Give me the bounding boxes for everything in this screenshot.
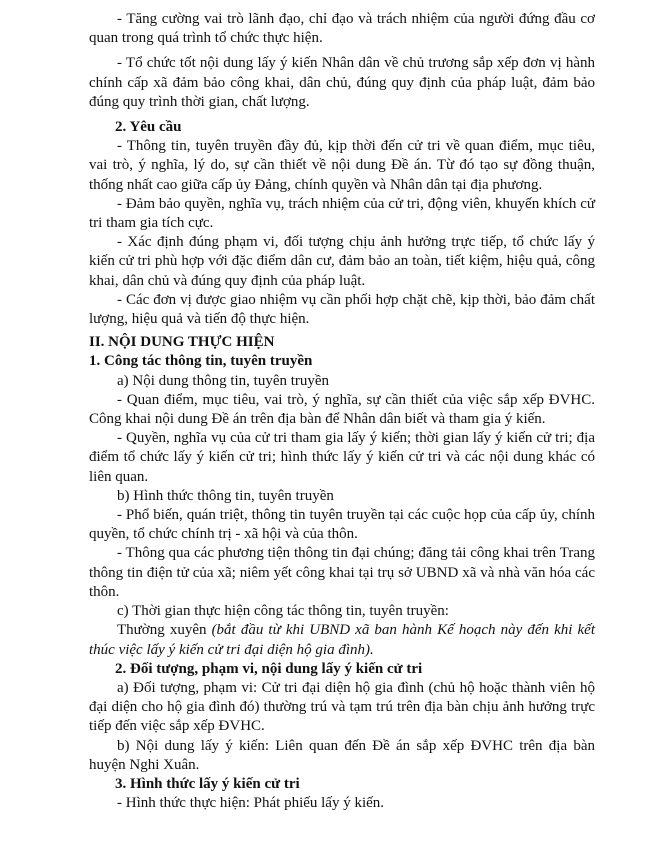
heading-requirements: 2. Yêu cầu (115, 119, 182, 136)
paragraph-dissemination: - Phổ biến, quán triệt, thông tin tuyên truyền tại các cuộc họp của cấp ủy, chính quyền, tổ chức chính trị - xã hội và của thôn. (89, 507, 595, 543)
paragraph-ballot: - Hình thức thực hiện: Phát phiếu lấy ý kiến. (117, 795, 385, 812)
heading-forms: 3. Hình thức lấy ý kiến cử tri (115, 775, 300, 792)
paragraph-voter-rights: - Quyền, nghĩa vụ của cử tri tham gia lấy ý kiến; thời gian lấy ý kiến cử tri; địa điểm tổ chức lấy ý kiến cử tri; hình thức lấy ý kiến cử tri và các nội dung khác có liên quan. (89, 430, 595, 485)
regularly-note: (bắt đầu từ khi UBND xã ban hành Kế hoạch này đến khi kết thúc việc lấy ý kiến cử tri đại diện hộ gia đình). (89, 622, 595, 658)
paragraph-regularly (89, 621, 595, 659)
paragraph-information: - Thông tin, tuyên truyền đầy đủ, kịp thời đến cử tri về quan điểm, mục tiêu, vai trò, ý nghĩa, lý do, sự cần thiết về nội dung Đề án. Từ đó tạo sự đồng thuận, thống nhất cao giữa cấp ủy Đảng, chính quyền và Nhân dân tại địa phương. (89, 138, 595, 193)
heading-communication: 1. Công tác thông tin, tuyên truyền (89, 353, 313, 370)
paragraph-timing-c: c) Thời gian thực hiện công tác thông tin, tuyên truyền: (117, 603, 449, 620)
paragraph-leadership: - Tăng cường vai trò lãnh đạo, chỉ đạo và trách nhiệm của người đứng đầu cơ quan trong quá trình tổ chức thực hiện. (89, 11, 595, 47)
paragraph-scope: - Xác định đúng phạm vi, đối tượng chịu ảnh hưởng trực tiếp, tổ chức lấy ý kiến cử tri phù hợp với đặc điểm dân cư, đảm bảo an toàn, tiết kiệm, hiệu quả, công khai, dân chủ và đúng quy định của pháp luật. (89, 234, 595, 289)
heading-implementation: II. NỘI DUNG THỰC HIỆN (89, 334, 275, 351)
paragraph-content-a: a) Nội dung thông tin, tuyên truyền (117, 372, 330, 389)
heading-subjects: 2. Đối tượng, phạm vi, nội dung lấy ý kiến cử tri (115, 660, 423, 677)
paragraph-organize: - Tổ chức tốt nội dung lấy ý kiến Nhân dân về chủ trương sắp xếp đơn vị hành chính cấp xã đảm bảo công khai, dân chủ, đúng quy định của pháp luật, đảm bảo đúng quy trình thời gian, chất lượng. (89, 55, 595, 110)
paragraph-media: - Thông qua các phương tiện thông tin đại chúng; đăng tải công khai trên Trang thông tin điện tử của xã; niêm yết công khai tại trụ sở UBND xã và nhà văn hóa các thôn. (89, 545, 595, 600)
paragraph-coordination: - Các đơn vị được giao nhiệm vụ cần phối hợp chặt chẽ, kịp thời, bảo đảm chất lượng, hiệu quả và tiến độ thực hiện. (89, 291, 595, 328)
paragraph-rights: - Đảm bảo quyền, nghĩa vụ, trách nhiệm của cử tri, động viên, khuyến khích cử tri tham gia tích cực. (89, 195, 595, 232)
paragraph-content-b: b) Nội dung lấy ý kiến: Liên quan đến Đề án sắp xếp ĐVHC trên địa bàn huyện Nghi Xuân. (89, 737, 595, 773)
paragraph-form-b: b) Hình thức thông tin, tuyên truyền (117, 487, 334, 504)
regularly-text: Thường xuyên (117, 622, 212, 639)
document-body (89, 10, 595, 813)
paragraph-subjects-a: a) Đối tượng, phạm vi: Cử tri đại diện hộ gia đình (chủ hộ hoặc thành viên hộ đại diện cho hộ gia đình đó) thường trú và tạm trú trên địa bàn chịu ảnh hưởng trực tiếp đến việc sắp xếp ĐVHC. (89, 679, 595, 735)
paragraph-viewpoint: - Quan điểm, mục tiêu, vai trò, ý nghĩa, sự cần thiết của việc sắp xếp ĐVHC. Công khai nội dung Đề án trên địa bàn để Nhân dân biết và tham gia ý kiến. (89, 391, 595, 428)
